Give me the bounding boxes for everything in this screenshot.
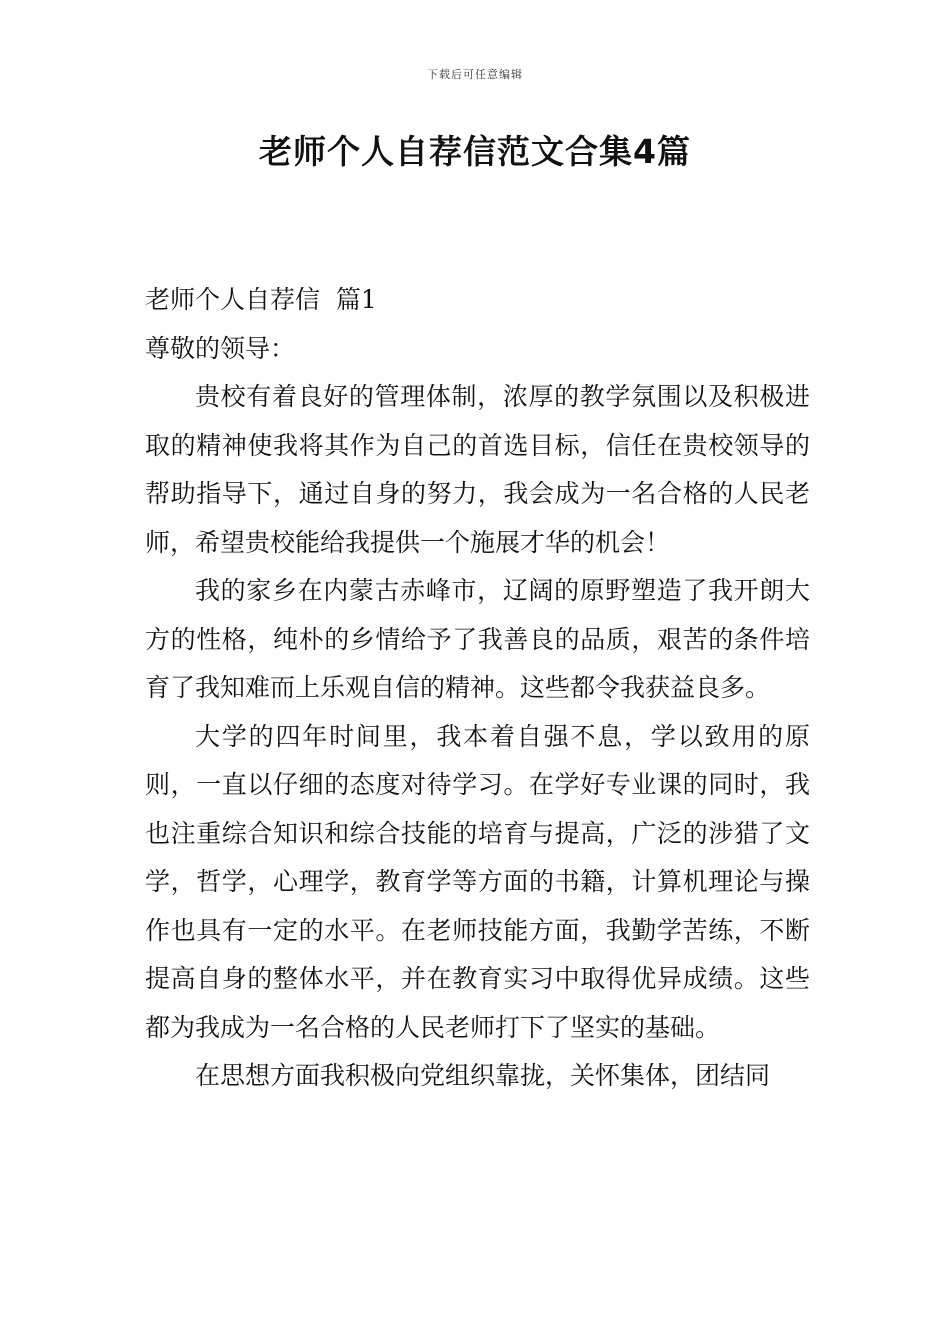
header-note: 下载后可任意编辑 (427, 68, 523, 81)
body-paragraph: 在思想方面我积极向党组织靠拢，关怀集体，团结同 (195, 1061, 771, 1090)
section-heading: 老师个人自荐信 篇1 (145, 285, 377, 314)
body-paragraph: 我的家乡在内蒙古赤峰市，辽阔的原野塑造了我开朗大方的性格，纯朴的乡情给予了我善良的品质，艰苦的条件培育了我知难而上乐观自信的精神。这些都令我获益良多。 (145, 576, 810, 702)
salutation: 尊敬的领导： (145, 333, 296, 363)
document-body (145, 276, 810, 1101)
document-title: 老师个人自荐信范文合集4篇 (259, 132, 691, 171)
body-paragraph: 大学的四年时间里，我本着自强不息，学以致用的原则，一直以仔细的态度对待学习。在学好专业课的同时，我也注重综合知识和综合技能的培育与提高，广泛的涉猎了文学，哲学，心理学，教育学等方面的书籍，计算机理论与操作也具有一定的水平。在老师技能方面，我勤学苦练，不断提高自身的整体水平，并在教育实习中取得优异成绩。这些都为我成为一名合格的人民老师打下了坚实的基础。 (145, 721, 810, 1042)
body-paragraph: 贵校有着良好的管理体制，浓厚的教学氛围以及积极进取的精神使我将其作为自己的首选目标，信任在贵校领导的帮助指导下，通过自身的努力，我会成为一名合格的人民老师，希望贵校能给我提供一个施展才华的机会！ (145, 382, 810, 557)
